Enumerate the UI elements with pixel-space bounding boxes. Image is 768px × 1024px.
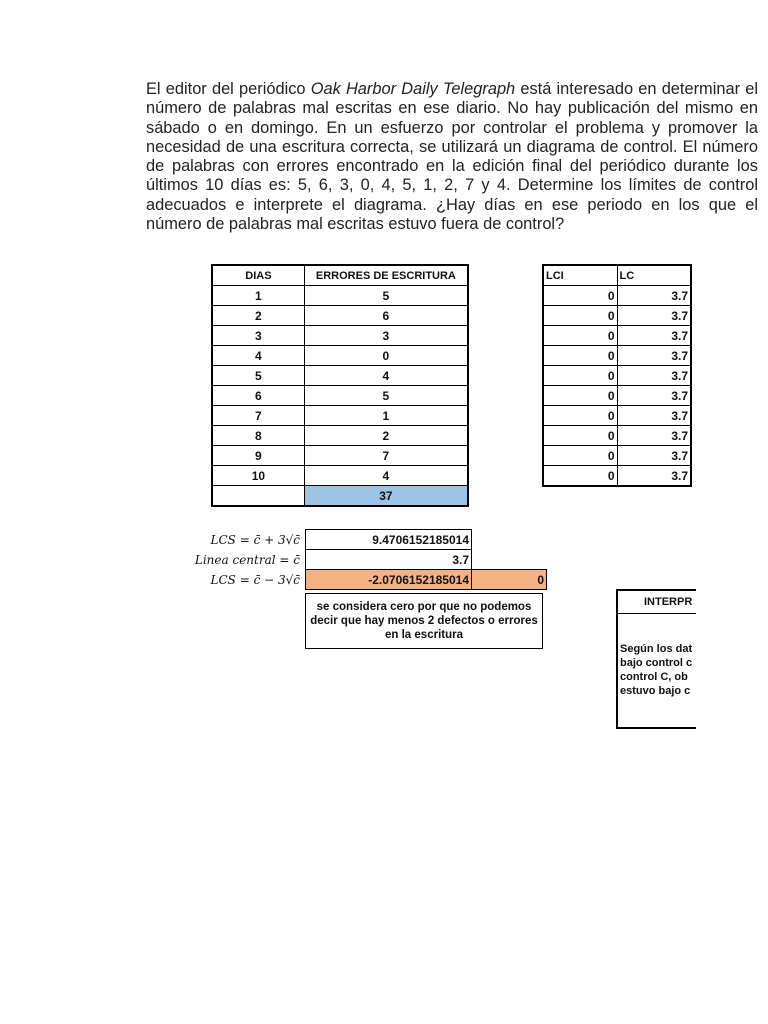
interpretation-box bbox=[616, 589, 696, 729]
table-row bbox=[212, 326, 468, 346]
central-value: 3.7 bbox=[306, 550, 472, 570]
lci-cell: 0 bbox=[543, 286, 617, 306]
errores-cell: 6 bbox=[304, 306, 468, 326]
table-row bbox=[212, 346, 468, 366]
table-row bbox=[543, 406, 691, 426]
lci-cell: 0 bbox=[543, 446, 617, 466]
errores-cell: 3 bbox=[304, 326, 468, 346]
table-row bbox=[543, 366, 691, 386]
lc-cell: 3.7 bbox=[617, 326, 691, 346]
table-row bbox=[543, 326, 691, 346]
table-row bbox=[543, 386, 691, 406]
lci-cell: 0 bbox=[543, 426, 617, 446]
lci-cell: 0 bbox=[543, 406, 617, 426]
errores-cell: 4 bbox=[304, 366, 468, 386]
lcs-formula: LCS = c̄ + 3√c̄ bbox=[210, 533, 300, 547]
errores-cell: 4 bbox=[304, 466, 468, 486]
total-errores: 37 bbox=[304, 486, 468, 507]
table-row bbox=[212, 366, 468, 386]
lci-note: se considera cero por que no podemos decir que hay menos 2 defectos o errores en la escritura bbox=[305, 593, 543, 649]
errores-cell: 1 bbox=[304, 406, 468, 426]
lci-value: -2.0706152185014 bbox=[306, 570, 472, 590]
lc-cell: 3.7 bbox=[617, 306, 691, 326]
header-lc: LC bbox=[617, 265, 691, 286]
header-errores: ERRORES DE ESCRITURA bbox=[304, 265, 468, 286]
header-dias: DIAS bbox=[212, 265, 304, 286]
limits-table bbox=[542, 264, 692, 487]
lc-cell: 3.7 bbox=[617, 466, 691, 487]
newspaper-title: Oak Harbor Daily Telegraph bbox=[310, 80, 516, 98]
lci-cell: 0 bbox=[543, 326, 617, 346]
interpretation-line: bajo control c bbox=[620, 657, 693, 669]
lc-cell: 3.7 bbox=[617, 426, 691, 446]
table-row bbox=[543, 286, 691, 306]
lc-cell: 3.7 bbox=[617, 406, 691, 426]
errores-cell: 5 bbox=[304, 286, 468, 306]
lci-cell: 0 bbox=[543, 466, 617, 487]
lc-cell: 3.7 bbox=[617, 386, 691, 406]
formula-labels bbox=[150, 530, 300, 590]
problem-text-start: El editor del periódico bbox=[146, 80, 311, 98]
limit-values-table bbox=[305, 529, 547, 590]
lci-cell: 0 bbox=[543, 346, 617, 366]
lc-cell: 3.7 bbox=[617, 366, 691, 386]
interpretation-header: INTERPR bbox=[618, 591, 696, 614]
central-line-formula: Linea central = c̄ bbox=[194, 553, 300, 567]
lc-cell: 3.7 bbox=[617, 446, 691, 466]
lci-cell: 0 bbox=[543, 366, 617, 386]
table-row bbox=[543, 446, 691, 466]
table-row bbox=[212, 286, 468, 306]
lcs-value: 9.4706152185014 bbox=[306, 530, 472, 550]
dia-cell: 1 bbox=[212, 286, 304, 306]
table-row bbox=[212, 446, 468, 466]
table-row bbox=[212, 426, 468, 446]
header-lci: LCI bbox=[543, 265, 617, 286]
errores-cell: 5 bbox=[304, 386, 468, 406]
errores-cell: 0 bbox=[304, 346, 468, 366]
table-row bbox=[212, 386, 468, 406]
dia-cell: 3 bbox=[212, 326, 304, 346]
table-row bbox=[543, 306, 691, 326]
problem-text-rest: está interesado en determinar el número de palabras mal escritas en ese diario. No hay publicación del mismo en sábado o en domingo. En un esfuerzo por controlar el problema y promover la necesidad de una escritura correcta, se utilizará un diagrama de control. El número de palabras con errores encontrado en la edición final del periódico durante los últimos 10 días es: 5, 6, 3, 0, 4, 5, 1, 2, 7 y 4. Determine los límites de control adecuados e interprete el diagrama. ¿Hay días en ese periodo en los que el número de palabras mal escritas estuvo fuera de control? bbox=[146, 80, 758, 234]
lc-cell: 3.7 bbox=[617, 286, 691, 306]
dia-cell: 9 bbox=[212, 446, 304, 466]
interpretation-line: estuvo bajo c bbox=[620, 685, 691, 697]
interpretation-line: control C, ob bbox=[620, 671, 688, 683]
table-row bbox=[543, 346, 691, 366]
lci-adjusted-value: 0 bbox=[472, 570, 547, 590]
dia-cell: 8 bbox=[212, 426, 304, 446]
table-row bbox=[543, 466, 691, 487]
dia-cell: 5 bbox=[212, 366, 304, 386]
table-row bbox=[212, 306, 468, 326]
lci-cell: 0 bbox=[543, 306, 617, 326]
table-row bbox=[212, 466, 468, 486]
lci-formula: LCS = c̄ − 3√c̄ bbox=[210, 573, 300, 587]
dia-cell: 10 bbox=[212, 466, 304, 486]
lc-cell: 3.7 bbox=[617, 346, 691, 366]
dia-cell: 7 bbox=[212, 406, 304, 426]
dia-cell: 2 bbox=[212, 306, 304, 326]
errores-cell: 2 bbox=[304, 426, 468, 446]
dia-cell: 6 bbox=[212, 386, 304, 406]
errors-table bbox=[211, 264, 469, 507]
errores-cell: 7 bbox=[304, 446, 468, 466]
table-row bbox=[543, 426, 691, 446]
dia-cell: 4 bbox=[212, 346, 304, 366]
lci-cell: 0 bbox=[543, 386, 617, 406]
interpretation-line: Según los dat bbox=[620, 643, 693, 655]
interpretation-text bbox=[618, 614, 696, 698]
table-row bbox=[212, 406, 468, 426]
problem-statement bbox=[146, 80, 758, 234]
